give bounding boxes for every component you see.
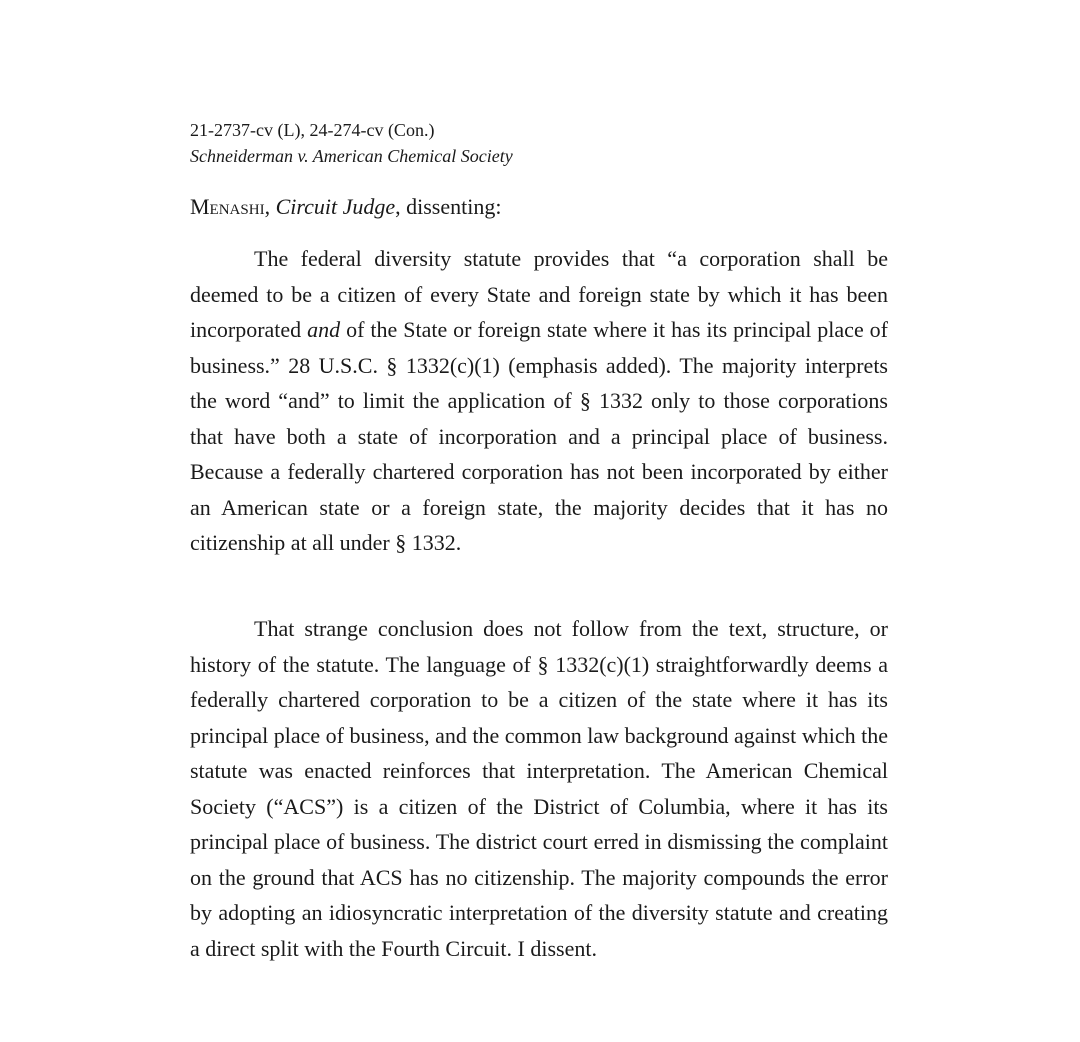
paragraph-2: That strange conclusion does not follow from the text, structure, or history of the statute. The language of § 1332(c)(1) straightforwardly deems a federally chartered corporation to be a citizen of the state where it has its principal place of business, and the common law background against which the statute was enacted reinforces that interpretation. The American Chemical Society (“ACS”) is a citizen of the District of Columbia, where it has its principal place of business. The district court erred in dismissing the complaint on the ground that ACS has no citizenship. The majority compounds the error by adopting an idiosyncratic interpretation of the diversity statute and creating a direct split with the Fourth Circuit. I dissent. [190, 616, 888, 961]
judge-name: Menashi [190, 194, 265, 219]
heading-separator: , [264, 194, 276, 219]
opinion-heading [190, 191, 501, 223]
paragraph-1-part-1: The federal diversity statute provides that “a corporation shall be deemed to be a citizen of every State and foreign state by which it has been incorporated [190, 246, 888, 342]
paragraph-1 [190, 241, 888, 561]
paragraph-1-emphasis: and [307, 317, 341, 342]
paragraph-1-part-2: of the State or foreign state where it has its principal place of business.” 28 U.S.C. § 1332(c)(1) (emphasis added). The majority interprets the word “and” to limit the application of § 1332 only to those corporations that have both a state of incorporation and a principal place of business. Because a federally chartered corporation has not been incorporated by either an American state or a foreign state, the majority decides that it has no citizenship at all under § 1332. [190, 317, 889, 555]
judge-title: Circuit Judge [275, 194, 396, 219]
case-name: Schneiderman v. American Chemical Society [190, 146, 513, 166]
opinion-type: , dissenting: [395, 194, 502, 219]
case-caption [190, 117, 513, 169]
docket-number: 21-2737-cv (L), 24-274-cv (Con.) [190, 120, 435, 140]
